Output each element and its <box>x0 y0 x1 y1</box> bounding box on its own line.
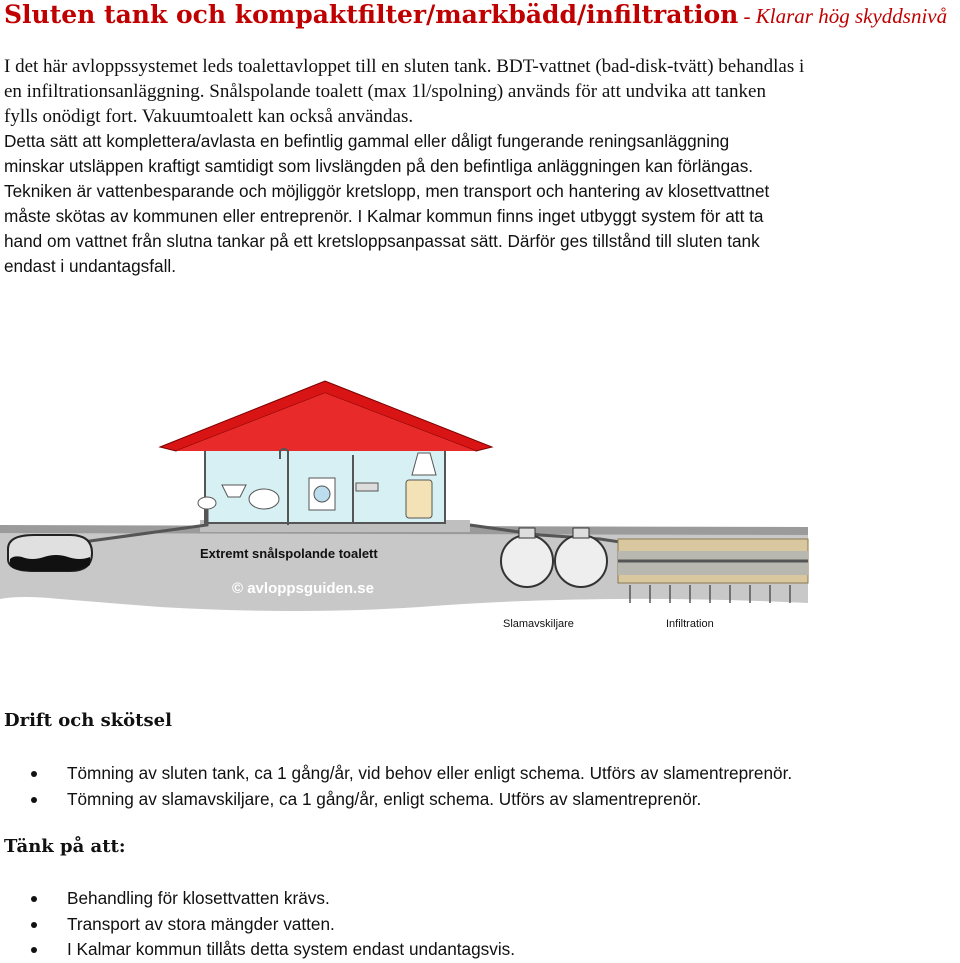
drift-heading: Drift och skötsel <box>4 710 172 731</box>
body-line: minskar utsläppen kraftigt samtidigt som livslängden på den befintliga anläggningen kan förlängas. <box>4 156 754 177</box>
body-line: Detta sätt att komplettera/avlasta en befintlig gammal eller dåligt fungerande reningsanläggning <box>4 131 730 151</box>
kitchen-sink-icon <box>356 483 378 491</box>
septic-tank-1-cap <box>519 528 535 538</box>
list-item <box>0 937 515 963</box>
body-line: måste skötas av kommunen eller entreprenör. I Kalmar kommun finns inget utbyggt system för att ta <box>4 206 764 227</box>
bullet-icon <box>31 922 37 928</box>
intro-line: en infiltrationsanläggning. Snålspolande toalett (max 1l/spolning) används för att undvika att tanken <box>4 81 766 102</box>
bullet-icon <box>31 896 37 902</box>
watermark: © avloppsguiden.se <box>232 580 374 597</box>
title-subtitle: Klarar hög skyddsnivå <box>755 4 948 28</box>
list-item <box>0 787 792 813</box>
system-illustration <box>0 375 960 640</box>
toilet-label: Extremt snålspolande toalett <box>200 546 378 561</box>
list-item <box>0 886 515 912</box>
title-main: Sluten tank och kompaktfilter/markbädd/infiltration <box>4 0 739 29</box>
house-roof-inner <box>176 393 476 451</box>
list-item-text: Tömning av slamavskiljare, ca 1 gång/år, enligt schema. Utförs av slamentreprenör. <box>67 788 702 809</box>
list-item-text: Behandling för klosettvatten krävs. <box>67 888 330 908</box>
body-line: Tekniken är vattenbesparande och möjliggör kretslopp, men transport och hantering av klosettvattnet <box>4 181 770 202</box>
water-heater-icon <box>406 480 432 518</box>
page-title <box>4 0 947 29</box>
body-line: hand om vattnet från slutna tankar på ett kretsloppsanpassat sätt. Därför ges tillstånd till sluten tank <box>4 231 760 252</box>
infiltration-label: Infiltration <box>666 618 714 630</box>
toilet-icon <box>198 497 216 509</box>
list-item-text: Transport av stora mängder vatten. <box>67 913 335 934</box>
intro-line: I det här avloppssystemet leds toalettavloppet till en sluten tank. BDT-vattnet (bad-disk-tvätt) behandlas i <box>4 56 805 77</box>
list-item-text: Tömning av sluten tank, ca 1 gång/år, vid behov eller enligt schema. Utförs av slamentreprenör. <box>67 763 793 783</box>
infiltration-gravel <box>618 551 808 575</box>
consider-heading: Tänk på att: <box>4 836 126 857</box>
list-item-text: I Kalmar kommun tillåts detta system endast undantagsvis. <box>67 939 516 959</box>
intro-line: fylls onödigt fort. Vakuumtoalett kan också användas. <box>4 106 414 127</box>
title-separator: - <box>738 4 756 28</box>
body-paragraph <box>4 129 960 280</box>
list-item <box>0 912 515 938</box>
drift-list <box>0 761 792 812</box>
septic-tank-1 <box>501 535 553 587</box>
bathtub-icon <box>249 489 279 509</box>
bullet-icon <box>31 947 37 953</box>
septic-tank-2 <box>555 535 607 587</box>
list-item <box>0 761 792 787</box>
septic-tank-2-cap <box>573 528 589 538</box>
washing-machine-door-icon <box>314 486 330 502</box>
body-line: endast i undantagsfall. <box>4 256 177 277</box>
slamavskiljare-label: Slamavskiljare <box>503 618 574 630</box>
intro-paragraph <box>4 54 960 129</box>
bullet-icon <box>31 771 37 777</box>
consider-list <box>0 886 515 963</box>
bullet-icon <box>31 797 37 803</box>
